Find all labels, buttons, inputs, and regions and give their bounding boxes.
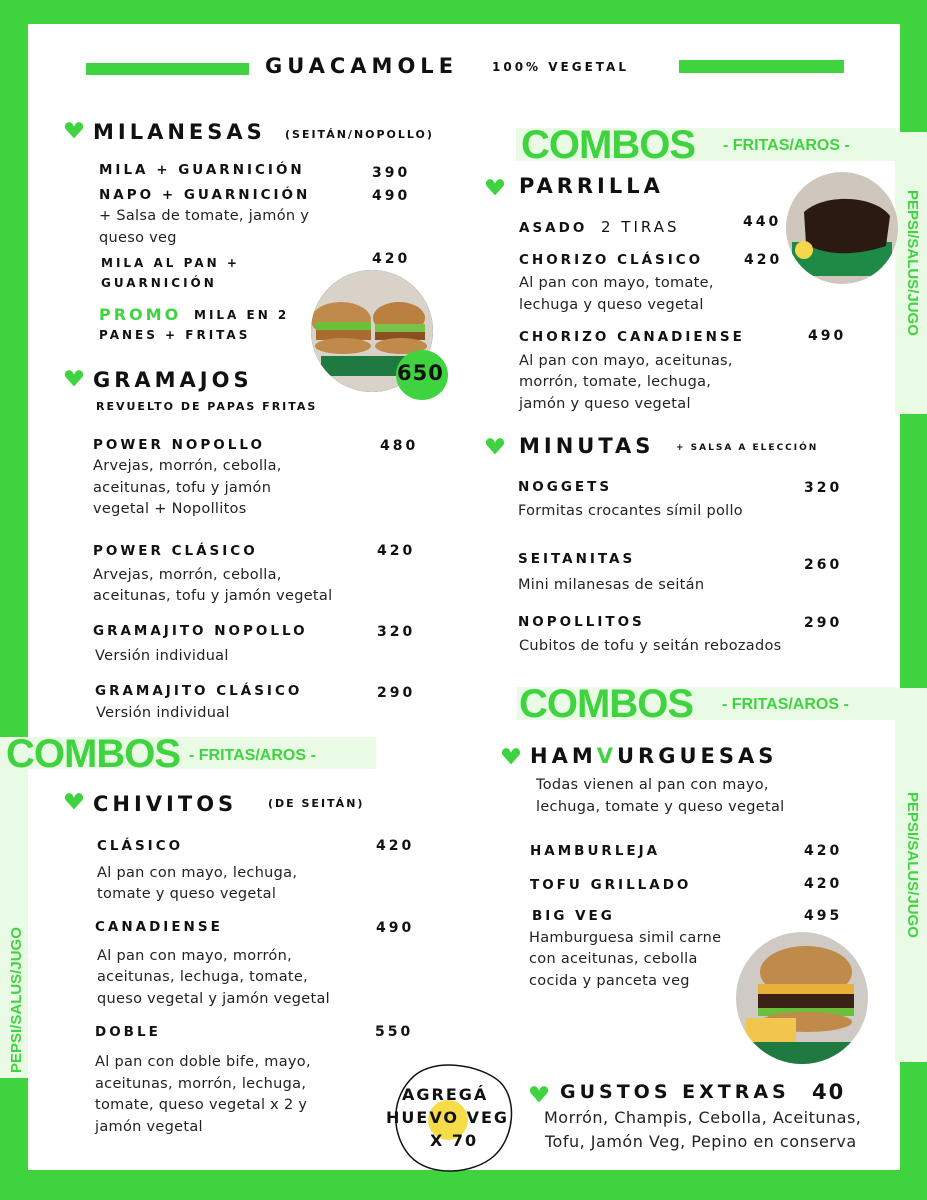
tofu-grillado-name: TOFU GRILLADO (530, 877, 692, 893)
mila-al-pan-price: 420 (372, 251, 411, 267)
promo-text-1: MILA EN 2 (194, 308, 290, 322)
chorizo-canadiense-name: CHORIZO CANADIENSE (519, 329, 745, 345)
chivito-doble-name: DOBLE (95, 1024, 161, 1040)
drinks-label-mid: PEPSI/SALUS/JUGO (904, 792, 921, 938)
gramajito-clasico-price: 290 (377, 685, 416, 701)
chorizo-canadiense-desc-1: Al pan con mayo, aceitunas, (519, 353, 733, 369)
minutas-note: + SALSA A ELECCIÓN (676, 443, 819, 453)
power-clasico-desc-1: Arvejas, morrón, cebolla, (93, 567, 282, 583)
combos-note-top: - FRITAS/AROS - (723, 137, 850, 154)
drinks-label-top: PEPSI/SALUS/JUGO (904, 190, 921, 336)
huevo-line-2: HUEVO VEG (386, 1108, 510, 1127)
asado-price: 440 (743, 214, 782, 230)
power-nopollo-price: 480 (380, 438, 419, 454)
hamburleja-name: HAMBURLEJA (530, 843, 661, 859)
chivito-clasico-name: CLÁSICO (97, 838, 184, 854)
heart-icon (64, 791, 84, 811)
extras-price: 40 (812, 1080, 846, 1104)
seitanitas-desc: Mini milanesas de seitán (518, 577, 705, 593)
milanesas-title: MILANESAS (93, 120, 266, 144)
chivito-doble-desc-2: aceitunas, morrón, lechuga, (95, 1076, 307, 1092)
combos-label-mid: COMBOS (519, 682, 693, 726)
header-subtitle: 100% VEGETAL (492, 60, 629, 74)
heart-icon (64, 120, 84, 140)
header-title: GUACAMOLE (265, 54, 459, 78)
hamvurguesas-title-a: HAM (530, 744, 597, 768)
chorizo-clasico-price: 420 (744, 252, 783, 268)
chivito-doble-desc-4: jamón vegetal (95, 1119, 203, 1135)
power-clasico-desc-2: aceitunas, tofu y jamón vegetal (93, 588, 333, 604)
napo-guarnicion-name: NAPO + GUARNICIÓN (99, 187, 311, 203)
chorizo-canadiense-price: 490 (808, 328, 847, 344)
noggets-price: 320 (804, 480, 843, 496)
promo-price: 650 (397, 361, 444, 385)
huevo-line-3: X 70 (430, 1131, 479, 1150)
hamburleja-price: 420 (804, 843, 843, 859)
header-rule-left (86, 63, 249, 75)
chivito-canadiense-desc-1: Al pan con mayo, morrón, (97, 948, 292, 964)
chorizo-canadiense-desc-2: morrón, tomate, lechuga, (519, 374, 712, 390)
mila-al-pan-name-1: MILA AL PAN + (101, 256, 240, 270)
asado-name: ASADO (519, 220, 588, 236)
nopollitos-price: 290 (804, 615, 843, 631)
burger-photo-2 (736, 932, 868, 1064)
extras-title: GUSTOS EXTRAS (560, 1081, 790, 1103)
power-nopollo-desc-3: vegetal + Nopollitos (93, 501, 247, 517)
noggets-desc: Formitas crocantes símil pollo (518, 503, 743, 519)
chivito-doble-desc-1: Al pan con doble bife, mayo, (95, 1054, 311, 1070)
combos-label-left: COMBOS (6, 732, 180, 776)
chivitos-title: CHIVITOS (93, 792, 238, 816)
chivito-canadiense-desc-3: queso vegetal y jamón vegetal (97, 991, 331, 1007)
heart-icon (501, 746, 521, 766)
drinks-label-left: PEPSI/SALUS/JUGO (8, 927, 25, 1073)
power-nopollo-name: POWER NOPOLLO (93, 437, 265, 453)
chorizo-clasico-desc-1: Al pan con mayo, tomate, (519, 275, 714, 291)
gramajos-note: REVUELTO DE PAPAS FRITAS (96, 400, 318, 413)
combos-note-mid: - FRITAS/AROS - (722, 696, 849, 713)
nopollitos-name: NOPOLLITOS (518, 614, 645, 630)
heart-icon (64, 368, 84, 388)
milanesas-note: (SEITÁN/NOPOLLO) (285, 128, 434, 141)
huevo-line-1: AGREGÁ (402, 1085, 489, 1104)
header-rule-right (679, 60, 844, 73)
chivito-clasico-desc-1: Al pan con mayo, lechuga, (97, 865, 298, 881)
hamvurguesas-intro-2: lechuga, tomate y queso vegetal (536, 799, 785, 815)
chivito-canadiense-name: CANADIENSE (95, 919, 223, 935)
minutas-title: MINUTAS (519, 434, 655, 458)
chivitos-note: (DE SEITÁN) (268, 797, 365, 810)
chivito-clasico-price: 420 (376, 838, 415, 854)
chorizo-clasico-name: CHORIZO CLÁSICO (519, 252, 704, 268)
mila-guarnicion-price: 390 (372, 165, 411, 181)
tofu-grillado-price: 420 (804, 876, 843, 892)
promo-text-2: PANES + FRITAS (99, 328, 251, 342)
napo-guarnicion-price: 490 (372, 188, 411, 204)
big-veg-price: 495 (804, 908, 843, 924)
chivito-clasico-desc-2: tomate y queso vegetal (97, 886, 277, 902)
big-veg-name: BIG VEG (532, 908, 615, 924)
gramajito-clasico-name: GRAMAJITO CLÁSICO (95, 683, 303, 699)
gramajos-title: GRAMAJOS (93, 368, 253, 392)
gramajito-clasico-desc: Versión individual (96, 705, 230, 721)
chivito-doble-price: 550 (375, 1024, 414, 1040)
chivito-canadiense-desc-2: aceitunas, lechuga, tomate, (97, 969, 309, 985)
hamvurguesas-title (530, 744, 777, 768)
nopollitos-desc: Cubitos de tofu y seitán rebozados (519, 638, 782, 654)
hamvurguesas-intro-1: Todas vienen al pan con mayo, (536, 777, 769, 793)
power-clasico-name: POWER CLÁSICO (93, 543, 258, 559)
asado-photo (786, 172, 898, 284)
extras-line-2: Tofu, Jamón Veg, Pepino en conserva (545, 1132, 857, 1151)
chorizo-clasico-desc-2: lechuga y queso vegetal (519, 297, 704, 313)
heart-icon (485, 177, 505, 197)
hamvurguesas-title-b: URGUESAS (617, 744, 778, 768)
chorizo-canadiense-desc-3: jamón y queso vegetal (519, 396, 691, 412)
big-veg-desc-1: Hamburguesa simil carne (529, 930, 722, 946)
power-clasico-price: 420 (377, 543, 416, 559)
gramajito-nopollo-desc: Versión individual (95, 648, 229, 664)
promo-label: PROMO (99, 305, 182, 324)
heart-icon (529, 1084, 549, 1104)
heart-icon (485, 436, 505, 456)
combos-note-left: - FRITAS/AROS - (189, 747, 316, 764)
napo-desc-2: queso veg (99, 230, 177, 246)
seitanitas-price: 260 (804, 557, 843, 573)
asado-extra: 2 TIRAS (601, 218, 680, 236)
noggets-name: NOGGETS (518, 479, 613, 495)
gramajito-nopollo-name: GRAMAJITO NOPOLLO (93, 623, 308, 639)
mila-al-pan-name-2: GUARNICIÓN (101, 276, 217, 290)
extras-line-1: Morrón, Champis, Cebolla, Aceitunas, (544, 1108, 862, 1127)
combos-label-top: COMBOS (521, 123, 695, 167)
chivito-canadiense-price: 490 (376, 920, 415, 936)
gramajito-nopollo-price: 320 (377, 624, 416, 640)
hamvurguesas-title-v: V (596, 744, 617, 768)
power-nopollo-desc-1: Arvejas, morrón, cebolla, (93, 458, 282, 474)
napo-desc-1: + Salsa de tomate, jamón y (99, 208, 310, 224)
power-nopollo-desc-2: aceitunas, tofu y jamón (93, 480, 272, 496)
big-veg-desc-3: cocida y panceta veg (529, 973, 690, 989)
big-veg-desc-2: con aceitunas, cebolla (529, 951, 698, 967)
seitanitas-name: SEITANITAS (518, 551, 636, 567)
mila-guarnicion-name: MILA + GUARNICIÓN (99, 162, 305, 178)
parrilla-title: PARRILLA (519, 174, 664, 198)
chivito-doble-desc-3: tomate, queso vegetal x 2 y (95, 1097, 308, 1113)
